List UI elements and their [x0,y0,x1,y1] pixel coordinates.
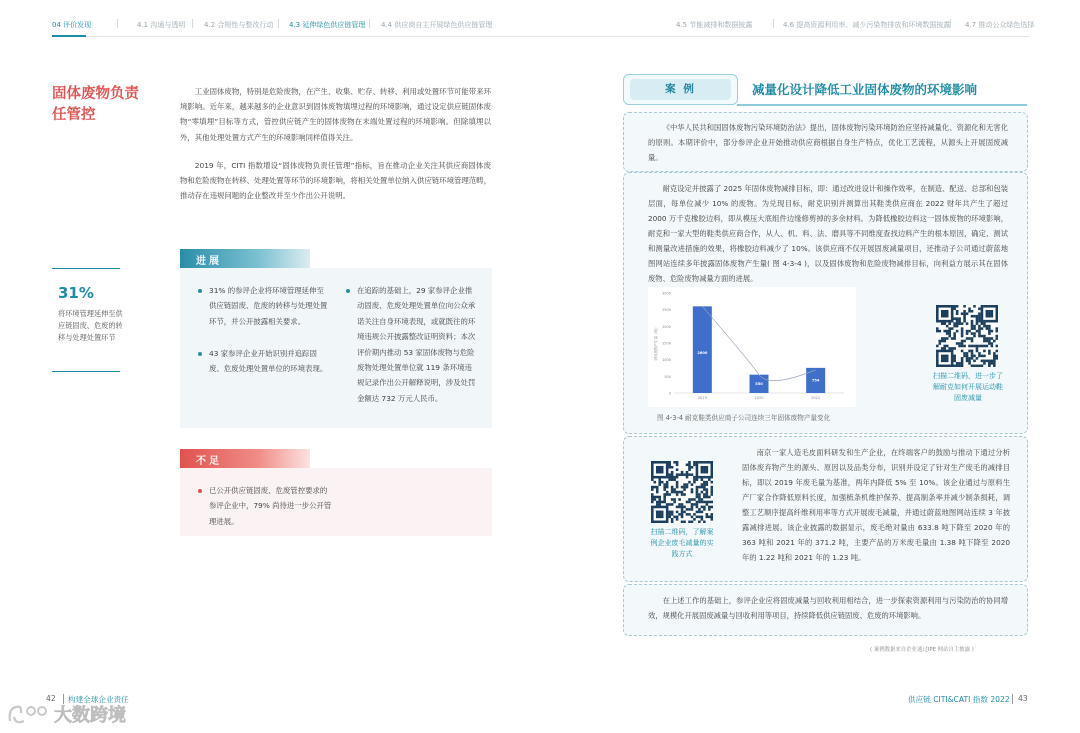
case-badge [623,74,738,105]
nav-divider [52,36,1030,37]
chart-caption: 图 4-3-4 耐克鞋类供应商子公司连续三年固体废物产量变化 [657,414,831,422]
nav-item-4-5[interactable]: 4.5 节能减排和数据披露 [676,21,753,29]
footer-divider-right [1012,694,1013,704]
nike-case-text: 耐克设定并披露了 2025 年固体废物减排目标，即：通过改进设计和操作效率，在制造、配送、总部和包装层面，每单位减少 10% 的废物。为兑现目标，耐克识别并测算出其鞋类供应商在 2022 财年共产生了超过 2000 万千克橡胶边料，即从模压大底组件边缘修剪掉的多余材料。为降低橡胶边料这一固体废物的环境影响，耐克和一家大型的鞋类供应商合作，从人、机、料、法、磨具等不同维度查找边料产生的根本原因，确定、测试和测量改进措施的效果，将橡胶边料减少了 10%。该供应商不仅开展固废减量项目，还推动子公司通过蔚蓝地图网站连续多年披露固体废物产生量( 图 4-3-4 )，以及固体废物和危险废物减排目标，向利益方展示其在固体废物、危险废物减量方面的进展。 [648,184,1008,283]
trend-line [702,306,815,380]
nav-item-04[interactable]: 04 评价发现 [52,21,92,29]
right-page-number: 43 [1018,694,1028,703]
progress-item: 31% 的参评企业将环境管理延伸至供应链固废、危废的转移与处理处置环节，并公开披露相关要求。 [197,283,329,329]
bar-value-label: 550 [755,381,763,386]
closing-text: 在上述工作的基础上，参评企业应将固废减量与回收利用相结合，进一步探索资源利用与污染防治的协同增效，规模化开展固废减量与回收利用等项目，持续降低供应链固废、危废的环境影响。 [648,596,1008,620]
nav-item-4-6[interactable]: 4.6 提高资源利用率、减少污染物排放和环境数据披露 [783,21,951,29]
source-note: ( 案例数据来自企业通过IPE 网站自主披露 ) [870,647,974,653]
stat-value: 31% [58,284,94,302]
y-tick-label: 2000 [662,324,671,329]
nanjing-case-text: 南京一家人造毛皮面料研发和生产企业，在终端客户的鼓励与推动下通过分析固体废弃物产生的源头、原因以及品类分布，识别并设定了针对生产废毛的减排目标，即以 2019 年废毛量为基准，两年内降低 5% 至 10%。该企业通过与原料生产厂家合作降低原料长度，加强梳条机维护保养、提高制条率并减少制条损耗，调整工艺顺序提高纤维利用率等方式开展废毛减量，并通过蔚蓝地图网站连续 3 年披露减排进展。该企业披露的数据显示，废毛绝对量由 633.8 吨下降至 2020 年的 363 吨和 2021 年的 371.2 吨，主要产品的万米废毛量由 1.38 吨下降至 2020 年的 1.22 吨和 2021 年的 1.23 吨。 [742,448,1010,562]
nav-active-marker [52,35,86,37]
waste-bar-chart [648,287,856,407]
qr-code-icon [651,461,713,523]
nav-item-4-1[interactable]: 4.1 沟通与透明 [137,21,186,29]
bar-value-label: 2600 [697,351,708,355]
case-title: 减量化设计降低工业固体废物的环境影响 [752,82,978,97]
x-tick-label: 2021 [811,396,821,400]
nav-item-4-4[interactable]: 4.4 供应商自主开展绿色供应链管理 [381,21,493,29]
nav-item-4-3[interactable]: 4.3 延伸绿色供应链管理 [289,21,366,29]
qr-caption-nike: 扫描二维码，进一步了解耐克如何开展运动鞋固废减量 [933,372,1003,402]
section-title: 固体废物负责任管控 [52,86,139,123]
waste-chart [648,287,856,407]
left-footer-title: 构建全球企业责任 [68,695,129,704]
qr-code-icon [936,305,998,367]
case-intro-text: 《中华人民共和国固体废物污染环境防治法》提出，固体废物污染环境防治应坚持减量化、资源化和无害化的原则。本期评价中，部分参评企业开始推动供应商根据自身生产特点，优化工艺流程，从源头上开展固废减量。 [648,123,1008,162]
nav-item-4-7[interactable]: 4.7 推动公众绿色选择 [965,21,1035,29]
y-axis-label: 固体废物产生量（吨） [654,325,658,361]
qr-caption-nanjing: 扫描二维码，了解案例企业废毛减量的实践方式 [650,528,714,558]
closing-panel [623,584,1028,636]
right-footer-title: 供应链 CITI&CATI 指数 2022 [908,695,1010,704]
case-label: 案 例 [630,79,731,100]
left-paragraph-2: 2019 年，CITI 指数增设“固体废物负责任管理”指标，旨在推动企业关注其供应商固体废物和危险废物在转移、处理处置等环节的环境影响，将相关处置单位纳入供应链环境管理范畴，推动存在违规问题的企业整改并至少作出公开说明。 [180,161,491,201]
case-intro-panel [623,112,1028,172]
y-tick-label: 500 [664,374,671,379]
y-tick-label: 2500 [662,308,671,313]
shortfall-item: 已公开供应链固废、危废管控要求的参评企业中，79% 尚待进一步公开管理进展。 [197,483,333,529]
progress-tab: 进展 [180,249,310,268]
watermark-logo [6,699,146,729]
progress-item: 在追踪的基础上，29 家参评企业推动固废、危废处理处置单位向公众承诺关注自身环境表现，或就既往的环境违规公开披露整改证明资料；本次评价期内推动 53 家固体废物与危险废物处理处置单位就 119 条环境违规记录作出公开解释说明，涉及处罚金额达 732 万元人民币。 [345,283,479,406]
progress-item: 43 家参评企业开始识别并追踪固废、危废处理处置单位的环境表现。 [197,346,329,377]
shortfall-tab: 不足 [180,449,310,468]
y-tick-label: 0 [668,391,671,396]
nav-item-4-2[interactable]: 4.2 合规性与整改行动 [204,21,274,29]
x-tick-label: 2020 [754,396,764,400]
y-tick-label: 3000 [662,291,671,296]
chart-bar [693,306,712,393]
x-tick-label: 2019 [697,396,707,400]
left-page-number: 42 [46,694,56,703]
stat-rule-top [52,268,120,269]
case-title-rule [737,104,1027,106]
qr-code-nike[interactable] [936,305,998,367]
left-paragraph-1: 工业固体废物，特别是危险废物，在产生、收集、贮存、转移、利用或处置环节可能带来环境影响。近年来，越来越多的企业意识到固体废物填埋过程的环境影响，通过设定供应链固体废物“零填埋”目标等方式，管控供应链产生的固体废物在末端处置过程的环境影响。但除填埋以外，其他处理处置方式产生的环境影响同样值得关注。 [180,87,491,142]
qr-code-nanjing[interactable] [651,461,713,523]
y-tick-label: 1500 [662,341,671,346]
bar-value-label: 754 [811,378,820,383]
y-tick-label: 1000 [662,358,671,363]
stat-rule-bottom [52,371,120,372]
svg-text:大数跨境: 大数跨境 [54,705,126,726]
stat-description: 将环境管理延伸至供应链固废、危废的转移与处理处置环节 [58,309,123,342]
